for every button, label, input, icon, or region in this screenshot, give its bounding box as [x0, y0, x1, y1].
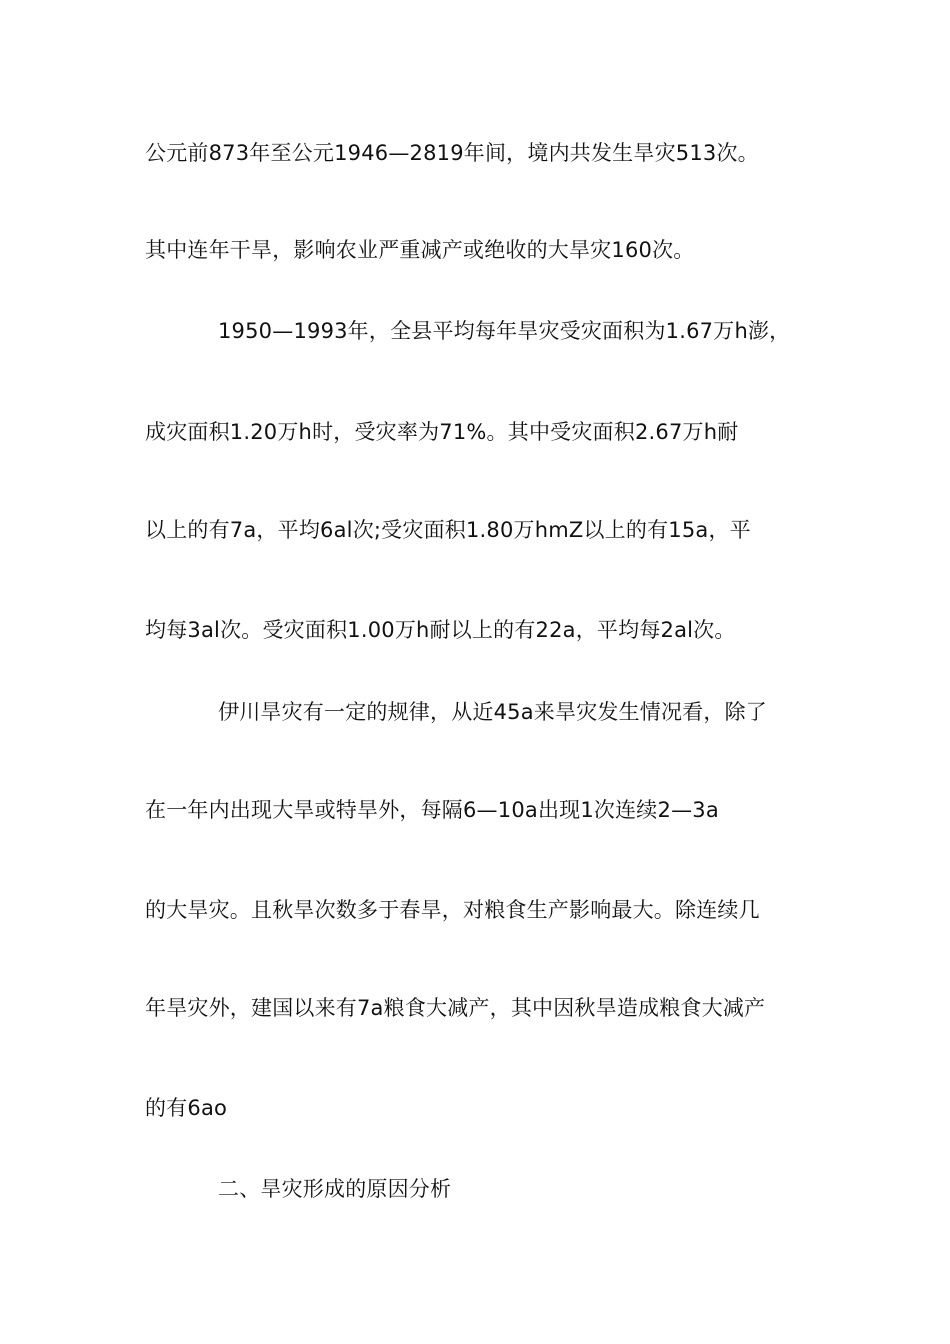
text-line: 的有6ao	[145, 1096, 228, 1120]
text-line: 年旱灾外，建国以来有7a粮食大减产，其中因秋旱造成粮食大减产	[145, 996, 766, 1020]
paragraph-start-line: 1950—1993年，全县平均每年旱灾受灾面积为1.67万h澎，	[218, 319, 791, 343]
section-heading: 二、旱灾形成的原因分析	[218, 1177, 452, 1201]
paragraph-start-line: 伊川旱灾有一定的规律，从近45a来旱灾发生情况看，除了	[218, 700, 767, 724]
text-line: 的大旱灾。且秋旱次数多于春旱，对粮食生产影响最大。除连续几	[145, 898, 760, 922]
text-line: 成灾面积1.20万h时，受灾率为71%。其中受灾面积2.67万h耐	[145, 420, 739, 444]
text-line: 公元前873年至公元1946—2819年间，境内共发生旱灾513次。	[145, 141, 759, 165]
text-line: 均每3al次。受灾面积1.00万h耐以上的有22a，平均每2al次。	[145, 618, 736, 642]
text-line: 在一年内出现大旱或特旱外，每隔6—10a出现1次连续2—3a	[145, 798, 719, 822]
text-line: 以上的有7a，平均6al次;受灾面积1.80万hmZ以上的有15a，平	[145, 518, 751, 542]
text-line: 其中连年干旱，影响农业严重减产或绝收的大旱灾160次。	[145, 238, 695, 262]
